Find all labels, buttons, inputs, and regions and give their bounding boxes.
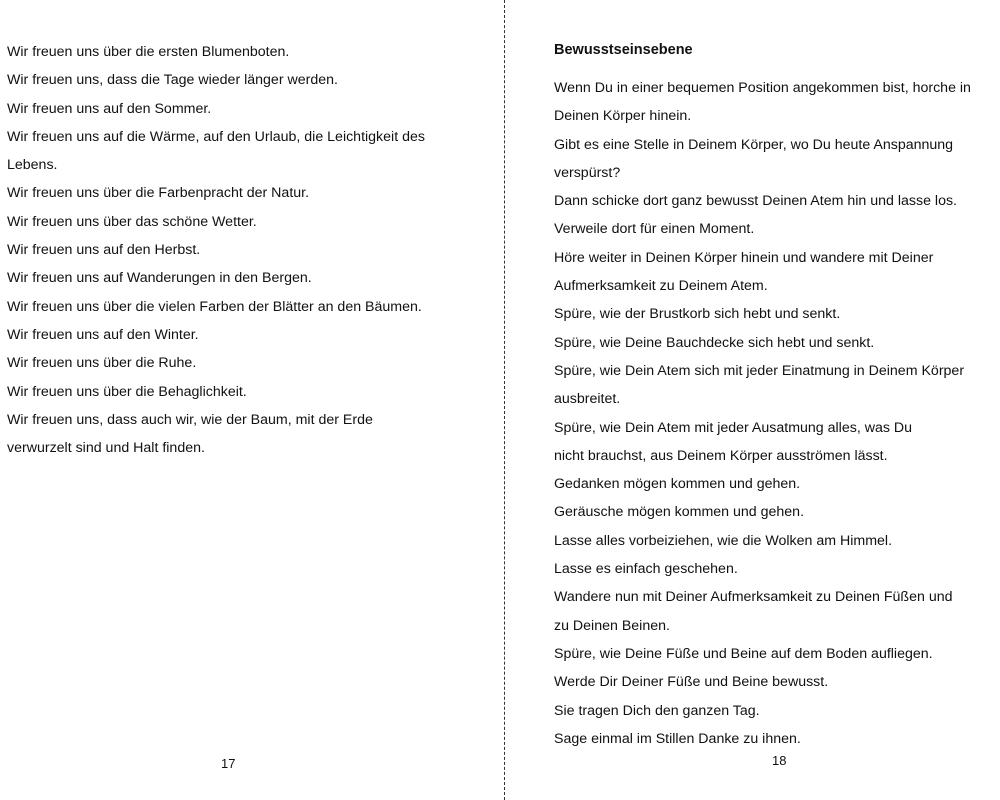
text-line: verwurzelt sind und Halt finden. (7, 440, 205, 457)
page-number: 17 (221, 756, 236, 771)
text-line: Spüre, wie der Brustkorb sich hebt und senkt. (554, 306, 841, 323)
text-line: zu Deinen Beinen. (554, 617, 670, 634)
text-line: Dann schicke dort ganz bewusst Deinen Atem hin und lasse los. (554, 193, 957, 210)
text-line: ausbreitet. (554, 391, 621, 408)
text-line: Wir freuen uns auf den Herbst. (7, 242, 201, 259)
text-line: Wenn Du in einer bequemen Position angekommen bist, horche in (554, 80, 971, 96)
page-number: 18 (772, 753, 787, 768)
text-line: Wir freuen uns, dass auch wir, wie der Baum, mit der Erde (7, 411, 373, 428)
text-line: Werde Dir Deiner Füße und Beine bewusst. (554, 674, 829, 691)
text-line: Aufmerksamkeit zu Deinem Atem. (554, 278, 768, 295)
text-line: Gibt es eine Stelle in Deinem Körper, wo Du heute Anspannung (554, 136, 954, 153)
right-page (508, 0, 1000, 800)
text-line: Gedanken mögen kommen und gehen. (554, 476, 801, 493)
text-line: Wir freuen uns über die vielen Farben der Blätter an den Bäumen. (7, 298, 422, 315)
text-line: Wir freuen uns auf die Wärme, auf den Urlaub, die Leichtigkeit des (7, 128, 425, 145)
text-line: Geräusche mögen kommen und gehen. (554, 504, 805, 521)
text-line: verspürst? (554, 164, 621, 181)
text-line: Deinen Körper hinein. (554, 108, 692, 125)
text-line: Wir freuen uns über die Ruhe. (7, 355, 197, 372)
text-line: Spüre, wie Dein Atem sich mit jeder Einatmung in Deinem Körper (554, 362, 965, 379)
text-line: Lebens. (7, 157, 58, 174)
page-divider (504, 0, 505, 800)
text-line: Höre weiter in Deinen Körper hinein und wandere mit Deiner (554, 249, 934, 266)
text-line: Spüre, wie Deine Füße und Beine auf dem Boden aufliegen. (554, 645, 933, 662)
text-line: Wandere nun mit Deiner Aufmerksamkeit zu Deinen Füßen und (554, 589, 953, 606)
text-line: Wir freuen uns auf den Sommer. (7, 100, 212, 117)
text-line: Sage einmal im Stillen Danke zu ihnen. (554, 730, 801, 747)
left-page-text (7, 38, 425, 462)
text-line: Wir freuen uns über die Farbenpracht der Natur. (7, 185, 310, 202)
text-line: Spüre, wie Deine Bauchdecke sich hebt und senkt. (554, 334, 875, 351)
text-line: Lasse alles vorbeiziehen, wie die Wolken am Himmel. (554, 532, 893, 549)
section-heading: Bewusstseinsebene (554, 42, 693, 58)
text-line: Spüre, wie Dein Atem mit jeder Ausatmung alles, was Du (554, 419, 913, 436)
text-line: Wir freuen uns auf Wanderungen in den Bergen. (7, 270, 312, 287)
right-page-text (554, 74, 971, 753)
text-line: Wir freuen uns über die Behaglichkeit. (7, 383, 247, 400)
text-line: Verweile dort für einen Moment. (554, 221, 755, 238)
text-line: Wir freuen uns über das schöne Wetter. (7, 213, 257, 230)
text-line: Lasse es einfach geschehen. (554, 561, 738, 578)
text-line: Wir freuen uns auf den Winter. (7, 326, 199, 343)
text-line: nicht brauchst, aus Deinem Körper ausströmen lässt. (554, 447, 888, 464)
text-line: Wir freuen uns über die ersten Blumenboten. (7, 44, 290, 60)
text-line: Sie tragen Dich den ganzen Tag. (554, 702, 760, 719)
text-line: Wir freuen uns, dass die Tage wieder länger werden. (7, 72, 338, 89)
